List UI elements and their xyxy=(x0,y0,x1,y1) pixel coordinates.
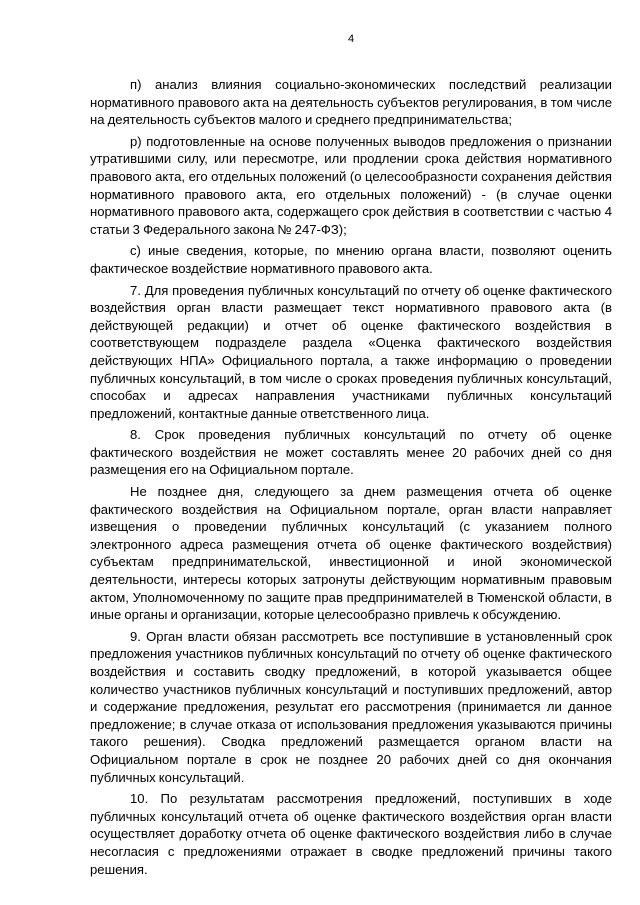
paragraph-p: п) анализ влияния социально-экономических последствий реализации нормативного правового акта на деятельность субъектов регулирования, в том числе на деятельность субъектов малого и среднего предпринимательства; xyxy=(90,77,612,128)
paragraph-9: 9. Орган власти обязан рассмотреть все поступившие в установленный срок предложения участников публичных консультаций по отчету об оценке фактического воздействия и составить сводку предложений, в которой указывается общее количество участников публичных консультаций и поступивших предложений, автор и содержание предложения, результат его рассмотрения (принимается ли данное предложение; в случае отказа от использования предложения указываются причины такого решения). Сводка предложений размещается органом власти на Официальном портале в срок не позднее 20 рабочих дней со дня окончания публичных консультаций. xyxy=(90,628,612,785)
paragraph-8-continued: Не позднее дня, следующего за днем размещения отчета об оценке фактического воздействия на Официальном портале, орган власти направляет извещения о проведении публичных консультаций (с указанием полного электронного адреса размещения отчета об оценке фактического воздействия) субъектам предпринимательской, инвестиционной и иной экономической деятельности, интересы которых затронуты действующим нормативным правовым актом, Уполномоченному по защите прав предпринимателей в Тюменской области, в иные органы и организации, которые целесообразно привлечь к обсуждению. xyxy=(90,484,612,623)
paragraph-s: с) иные сведения, которые, по мнению органа власти, позволяют оценить фактическое воздействие нормативного правового акта. xyxy=(90,243,612,276)
paragraph-r: р) подготовленные на основе полученных выводов предложения о признании утратившими силу, или пересмотре, или продлении срока действия нормативного правового акта, его отдельных положений (о целесообразности сохранения действия нормативного правового акта, его отдельных положений) - (в случае оценки нормативного правового акта, содержащего срок действия в соответствии с частью 4 статьи 3 Федерального закона № 247-ФЗ); xyxy=(90,133,612,237)
document-body xyxy=(90,76,612,882)
paragraph-10: 10. По результатам рассмотрения предложений, поступивших в ходе публичных консультаций отчета об оценке фактического воздействия орган власти осуществляет доработку отчета об оценке фактического воздействия либо в случае несогласия с предложениями отражает в сводке предложений причины такого решения. xyxy=(90,791,612,877)
paragraph-8: 8. Срок проведения публичных консультаций по отчету об оценке фактического воздействия не может составлять менее 20 рабочих дней со дня размещения его на Официальном портале. xyxy=(90,427,612,478)
page-number: 4 xyxy=(347,33,355,45)
paragraph-7: 7. Для проведения публичных консультаций по отчету об оценке фактического воздействия орган власти размещает текст нормативного правового акта (в действующей редакции) и отчет об оценке фактического воздействия в соответствующем подразделе раздела «Оценка фактического воздействия действующих НПА» Официального портала, а также информацию о проведении публичных консультаций, в том числе о сроках проведения публичных консультаций, способах и адресах направления участниками публичных консультаций предложений, контактные данные ответственного лица. xyxy=(90,282,612,421)
